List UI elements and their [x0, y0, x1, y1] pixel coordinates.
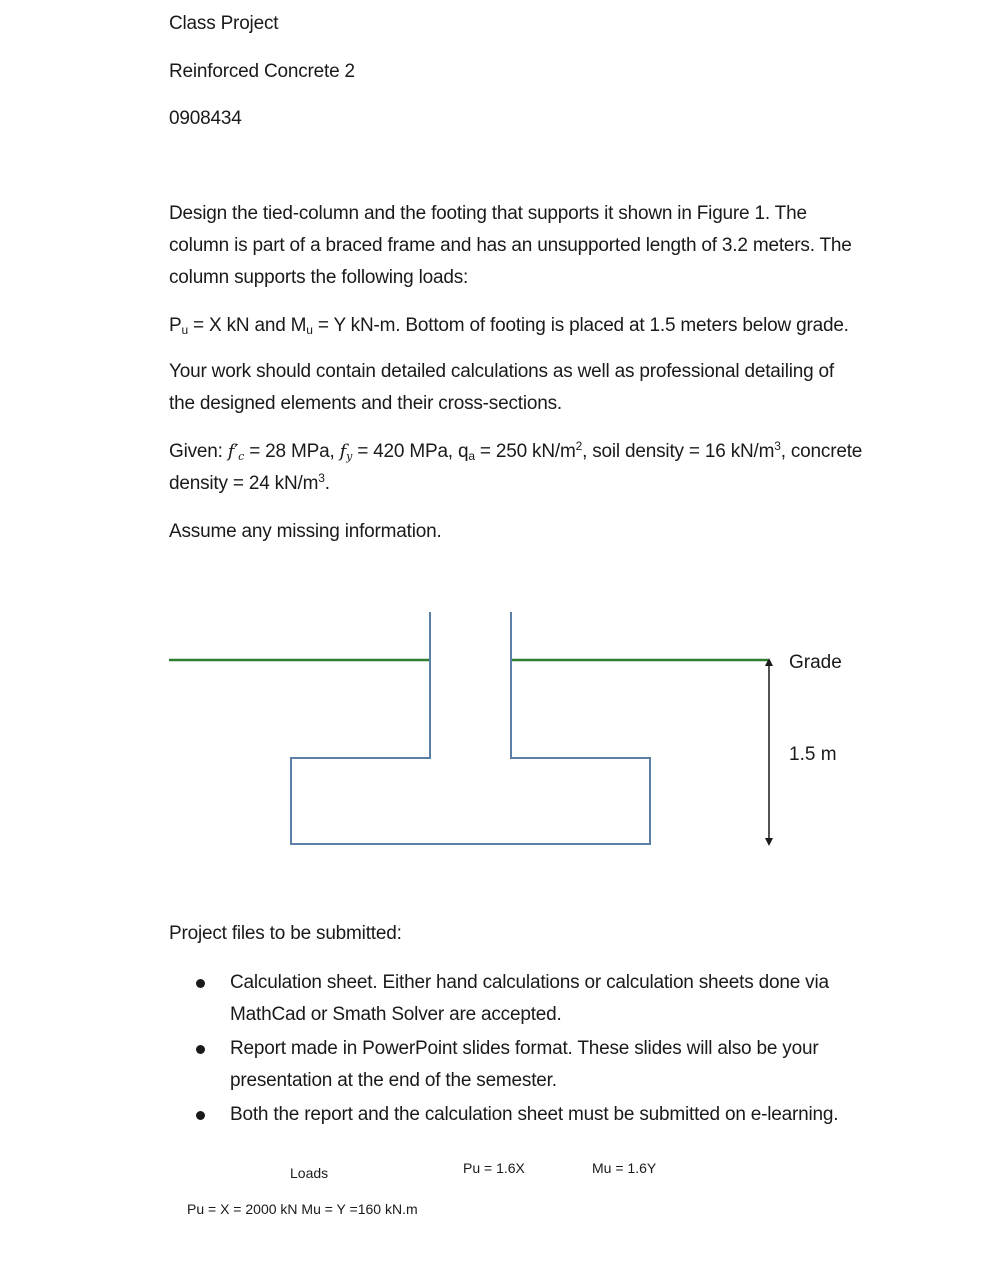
intro-paragraph: [169, 198, 909, 294]
fc-letter: f: [227, 441, 235, 462]
list-item: [196, 967, 916, 1031]
given-concrete: , concrete: [780, 441, 863, 462]
item-2-row-1: Report made in PowerPoint slides format. These slides will also be your: [230, 1038, 819, 1059]
loads-end: = Y kN-m. Bottom of footing is placed at 1.5 meters below grade.: [312, 315, 849, 336]
given-row-2: [169, 468, 909, 500]
header-id: 0908434: [169, 108, 242, 129]
submit-list: [196, 967, 916, 1133]
loads-middle: = X kN and M: [187, 315, 307, 336]
bullet-icon: [196, 1111, 205, 1120]
concrete-density: density = 24 kN/m: [169, 473, 319, 494]
item-3-row-1: Both the report and the calculation sheet must be submitted on e-learning.: [230, 1104, 839, 1125]
soil-density: , soil density = 16 kN/m: [582, 441, 775, 462]
item-2-row-2: presentation at the end of the semester.: [230, 1070, 557, 1091]
grade-label: Grade: [789, 652, 842, 673]
pu-subscript: u: [181, 323, 188, 337]
fc-symbol: [228, 441, 244, 462]
qa-value: = 250 kN/m: [474, 441, 576, 462]
fc-value: = 28 MPa,: [244, 441, 340, 462]
work-paragraph: [169, 356, 909, 420]
mu-subscript: u: [306, 323, 313, 337]
depth-label: 1.5 m: [789, 744, 837, 765]
bullet-icon: [196, 979, 205, 988]
given-paragraph: [169, 436, 909, 500]
header-course: Reinforced Concrete 2: [169, 61, 355, 82]
work-row-2: the designed elements and their cross-sections.: [169, 393, 562, 414]
submit-title: Project files to be submitted:: [169, 923, 402, 944]
given-label: Given:: [169, 441, 228, 462]
fc-subscript: c: [238, 450, 245, 463]
given-row-1: [169, 436, 909, 468]
loads-line: [169, 310, 849, 342]
qa-subscript: a: [468, 449, 475, 463]
load-values-note: Pu = X = 2000 kN Mu = Y =160 kN.m: [187, 1201, 418, 1217]
pu-symbol: P: [169, 315, 182, 336]
fy-subscript: y: [346, 450, 353, 463]
intro-row-3: column supports the following loads:: [169, 267, 469, 288]
intro-row-2: column is part of a braced frame and has an unsupported length of 3.2 meters. The: [169, 235, 852, 256]
fy-value: = 420 MPa, q: [352, 441, 469, 462]
list-item: [196, 1033, 916, 1097]
item-1-row-1: Calculation sheet. Either hand calculations or calculation sheets done via: [230, 972, 829, 993]
concrete-superscript: 3: [318, 471, 325, 485]
fy-letter: f: [339, 441, 347, 462]
header-title: Class Project: [169, 13, 279, 34]
bullet-icon: [196, 1045, 205, 1054]
loads-note: Loads: [290, 1165, 329, 1181]
column-left-side: [291, 612, 650, 844]
pu-factor-note: Pu = 1.6X: [463, 1160, 525, 1176]
depth-arrow-bottom: [765, 838, 773, 846]
assume-text: Assume any missing information.: [169, 521, 442, 542]
soil-superscript: 3: [774, 439, 781, 453]
fc-prime: ′: [234, 441, 239, 462]
intro-row-1: Design the tied-column and the footing that supports it shown in Figure 1. The: [169, 203, 807, 224]
mu-factor-note: Mu = 1.6Y: [592, 1160, 657, 1176]
given-period: .: [324, 473, 330, 494]
qa-superscript: 2: [575, 439, 583, 453]
footing-figure: [0, 600, 996, 860]
item-1-row-2: MathCad or Smath Solver are accepted.: [230, 1004, 562, 1025]
list-item: [196, 1099, 916, 1131]
work-row-1: Your work should contain detailed calculations as well as professional detailing of: [169, 361, 834, 382]
fy-symbol: [340, 441, 352, 462]
